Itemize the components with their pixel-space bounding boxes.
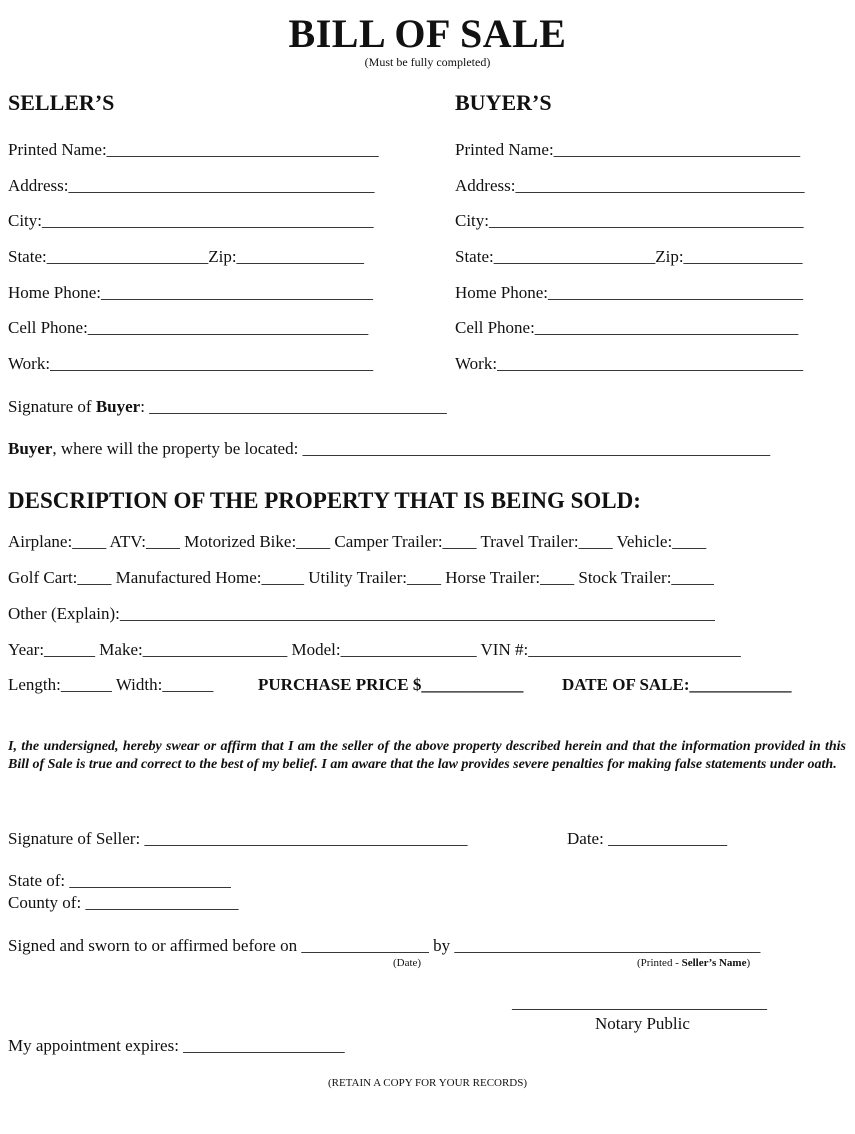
property-type-row-1[interactable]: Airplane:____ ATV:____ Motorized Bike:____ Camper Trailer:____ Travel Trailer:____ Vehicle:____ (8, 532, 707, 551)
county-of-field[interactable]: County of: __________________ (8, 893, 239, 912)
buyer-signature-field[interactable] (8, 397, 447, 417)
notary-signature-line[interactable]: ______________________________ (512, 993, 767, 1012)
appointment-expires-field[interactable]: My appointment expires: ___________________ (8, 1036, 345, 1055)
date-of-sale-field[interactable]: DATE OF SALE:____________ (562, 675, 792, 694)
seller-work-field[interactable]: Work:______________________________________ (8, 354, 374, 373)
document-subtitle: (Must be fully completed) (364, 55, 491, 69)
buyer-signature-line: : ___________________________________ (140, 397, 447, 416)
state-of-field[interactable]: State of: ___________________ (8, 871, 231, 890)
seller-cell-phone-field[interactable]: Cell Phone:_________________________________ (8, 318, 369, 337)
notary-public-label: Notary Public (595, 1014, 690, 1033)
length-width-row[interactable]: Length:______ Width:______ (8, 675, 214, 694)
buyer-address-field[interactable]: Address:__________________________________ (455, 176, 805, 195)
buyer-home-phone-field[interactable]: Home Phone:______________________________ (455, 283, 804, 302)
printed-seller-suffix: ) (746, 957, 751, 969)
sworn-date-label: (Date) (393, 957, 422, 969)
seller-signature-field[interactable]: Signature of Seller: ______________________________________ (8, 829, 468, 848)
oath-statement: I, the undersigned, hereby swear or affirm that I am the seller of the above property described herein and that the information provided in this Bill of Sale is true and correct to the best of my belief. I am aware that the law provides severe penalties for making false statements under oath. (8, 739, 846, 772)
seller-address-field[interactable]: Address:____________________________________ (8, 176, 375, 195)
buyer-printed-name-field[interactable]: Printed Name:_____________________________ (455, 140, 801, 159)
year-make-model-vin-row[interactable]: Year:______ Make:_________________ Model:________________ VIN #:_________________________ (8, 640, 741, 659)
buyer-signature-bold: Buyer (95, 397, 141, 416)
seller-home-phone-field[interactable]: Home Phone:________________________________ (8, 283, 374, 302)
buyer-work-field[interactable]: Work:____________________________________ (455, 354, 804, 373)
property-location-field[interactable] (8, 439, 770, 459)
footer-note: (RETAIN A COPY FOR YOUR RECORDS) (327, 1077, 528, 1089)
buyer-signature-prefix: Signature of (8, 397, 96, 416)
seller-printed-name-field[interactable]: Printed Name:________________________________ (8, 140, 379, 159)
signature-date-field[interactable]: Date: ______________ (567, 829, 728, 848)
property-location-line: , where will the property be located: _______________________________________________________ (52, 439, 771, 458)
property-location-bold: Buyer (8, 439, 53, 458)
buyer-heading: BUYER’S (455, 90, 552, 115)
seller-heading: SELLER’S (8, 90, 115, 115)
buyer-cell-phone-field[interactable]: Cell Phone:_______________________________ (455, 318, 799, 337)
property-type-row-2[interactable]: Golf Cart:____ Manufactured Home:_____ Utility Trailer:____ Horse Trailer:____ Stock Trailer:_____ (8, 568, 714, 587)
seller-city-field[interactable]: City:_______________________________________ (8, 211, 374, 230)
printed-seller-name-label (637, 957, 750, 969)
sworn-statement-field[interactable]: Signed and sworn to or affirmed before on _______________ by ____________________________________ (8, 936, 761, 955)
other-explain-field[interactable]: Other (Explain):______________________________________________________________________ (8, 604, 715, 623)
buyer-state-zip-field[interactable]: State:___________________Zip:______________ (455, 247, 803, 266)
document-title: BILL OF SALE (288, 11, 567, 56)
purchase-price-field[interactable]: PURCHASE PRICE $____________ (258, 675, 524, 694)
printed-seller-prefix: (Printed - (637, 957, 682, 969)
seller-state-zip-field[interactable]: State:___________________Zip:_______________ (8, 247, 365, 266)
printed-seller-bold: Seller’s Name (681, 957, 747, 969)
property-section-heading: DESCRIPTION OF THE PROPERTY THAT IS BEING SOLD: (8, 488, 641, 513)
buyer-city-field[interactable]: City:_____________________________________ (455, 211, 804, 230)
